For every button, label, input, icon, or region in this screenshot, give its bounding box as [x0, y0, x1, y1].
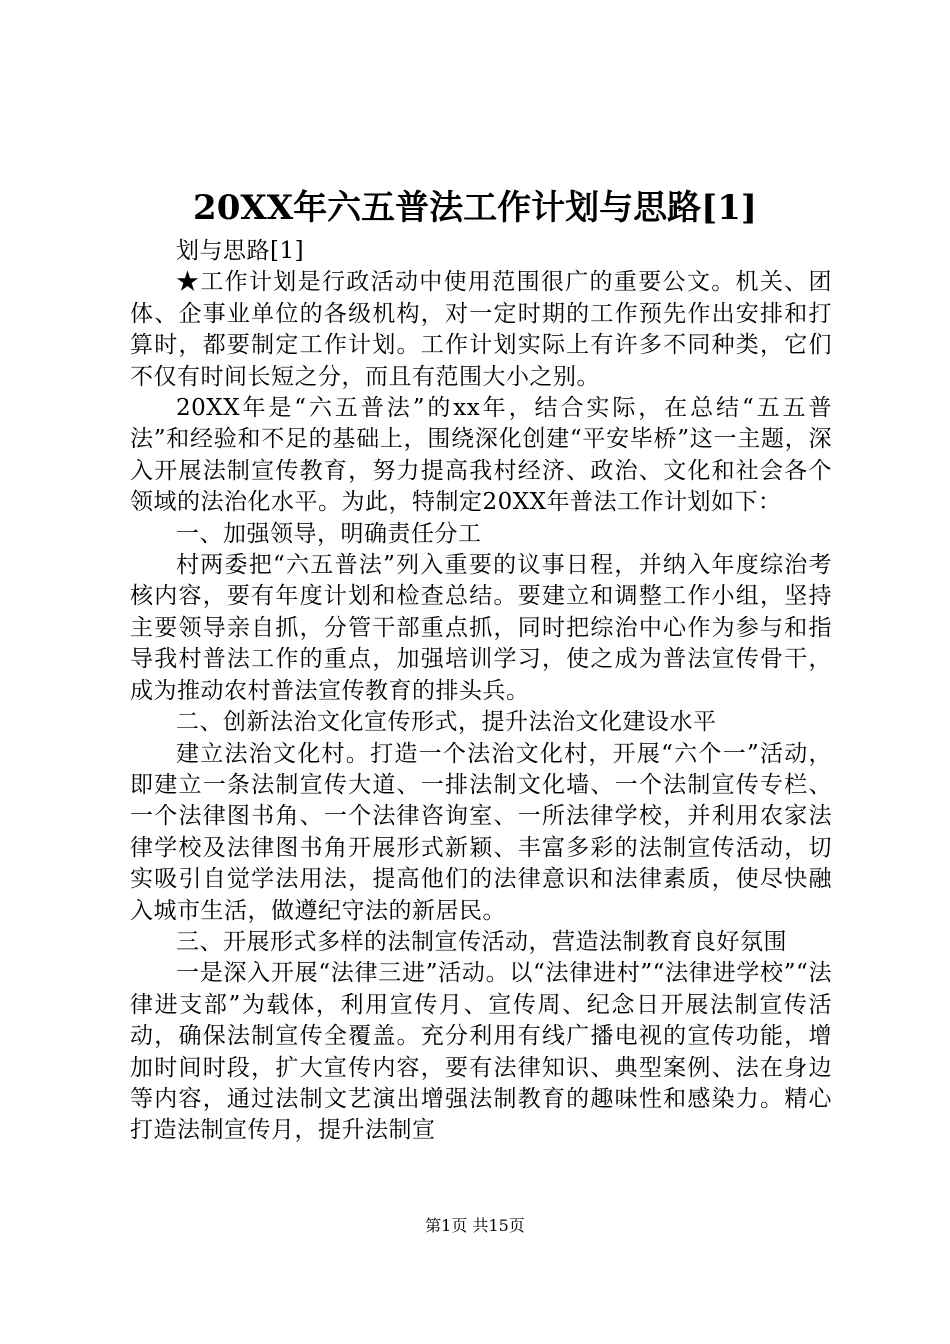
- paragraph-intro-fragment: 划与思路[1]: [176, 238, 305, 264]
- section-heading-2: 二、创新法治文化宣传形式，提升法治文化建设水平: [176, 709, 717, 736]
- document-title: 20XX年六五普法工作计划与思路[1]: [193, 188, 757, 228]
- paragraph-section-1: 村两委把“六五普法”列入重要的议事日程，并纳入年度综治考核内容，要有年度计划和检查总结。要建立和调整工作小组，坚持主要领导亲自抓，分管干部重点抓，同时把综治中心作为参与和指导我村普法工作的重点，加强培训学习，使之成为普法宣传骨干，成为推动农村普法宣传教育的排头兵。: [130, 552, 832, 704]
- paragraph-work-plan-definition: ★工作计划是行政活动中使用范围很广的重要公文。机关、团体、企事业单位的各级机构，对一定时期的工作预先作出安排和打算时，都要制定工作计划。工作计划实际上有许多不同种类，它们不仅有时间长短之分，而且有范围大小之别。: [130, 269, 832, 390]
- section-heading-1: 一、加强领导，明确责任分工: [176, 520, 482, 547]
- page-number-footer: 第1页 共15页: [425, 1216, 525, 1235]
- paragraph-section-3: 一是深入开展“法律三进”活动。以“法律进村”“法律进学校”“法律进支部”为载体，利用宣传月、宣传周、纪念日开展法制宣传活动，确保法制宣传全覆盖。充分利用有线广播电视的宣传功能，增加时间时段，扩大宣传内容，要有法律知识、典型案例、法在身边等内容，通过法制文艺演出增强法制教育的趣味性和感染力。精心打造法制宣传月，提升法制宣: [130, 960, 832, 1144]
- document-body: [130, 236, 832, 1147]
- paragraph-section-2: 建立法治文化村。打造一个法治文化村，开展“六个一”活动，即建立一条法制宣传大道、一排法制文化墙、一个法制宣传专栏、一个法律图书角、一个法律咨询室、一所法律学校，并利用农家法律学校及法律图书角开展形式新颖、丰富多彩的法制宣传活动，切实吸引自觉学法用法，提高他们的法律意识和法律素质，使尽快融入城市生活，做遵纪守法的新居民。: [130, 740, 832, 924]
- section-heading-3: 三、开展形式多样的法制宣传活动，营造法制教育良好氛围: [176, 928, 787, 955]
- paragraph-overview: 20XX年是“六五普法”的xx年，结合实际，在总结“五五普法”和经验和不足的基础上，围绕深化创建“平安毕桥”这一主题，深入开展法制宣传教育，努力提高我村经济、政治、文化和社会各个领域的法治化水平。为此，特制定20XX年普法工作计划如下：: [130, 395, 832, 516]
